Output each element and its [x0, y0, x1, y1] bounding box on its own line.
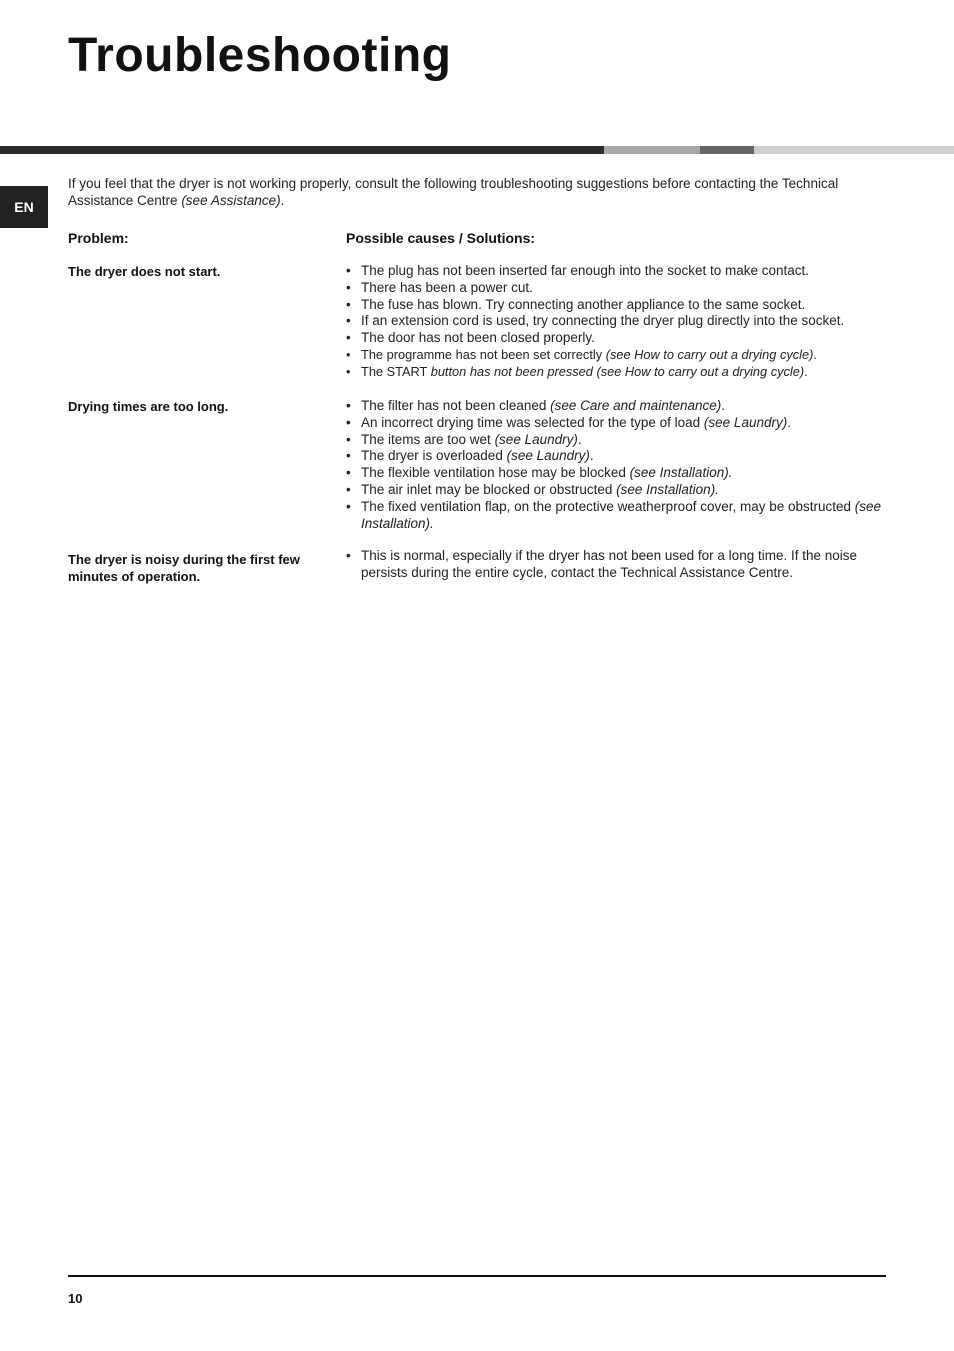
causes-column-header: Possible causes / Solutions: [346, 230, 536, 246]
divider-segment-darkgrey [700, 146, 754, 154]
problem-text: The dryer is noisy during the first few minutes of operation. [68, 552, 300, 584]
causes-list [346, 398, 886, 532]
intro-reference: (see Assistance) [181, 193, 281, 208]
problem-text: The dryer does not start. [68, 264, 221, 279]
cause-item: • There has been a power cut. [346, 280, 886, 297]
cause-item: • The filter has not been cleaned (see Care and maintenance). [346, 398, 886, 415]
cause-item: • The plug has not been inserted far enough into the socket to make contact. [346, 263, 886, 280]
cause-item: • The air inlet may be blocked or obstructed (see Installation). [346, 482, 886, 499]
cause-item: • The dryer is overloaded (see Laundry). [346, 448, 886, 465]
divider-segment-light [754, 146, 954, 154]
problem-text: Drying times are too long. [68, 399, 229, 414]
cause-item: • The programme has not been set correctly (see How to carry out a drying cycle). [346, 347, 886, 364]
page-number: 10 [68, 1291, 83, 1306]
cause-item: • The START button has not been pressed (see How to carry out a drying cycle). [346, 364, 886, 381]
intro-end: . [280, 193, 285, 208]
cause-item: • The fixed ventilation flap, on the protective weatherproof cover, may be obstructed (see Installation). [346, 499, 886, 533]
intro-paragraph [68, 175, 884, 209]
intro-text: If you feel that the dryer is not working properly, consult the following troubleshooting suggestions before contacting the Technical Assistance Centre [68, 176, 839, 208]
causes-list [346, 263, 886, 381]
page-title: Troubleshooting [68, 29, 452, 82]
cause-item: • The flexible ventilation hose may be blocked (see Installation). [346, 465, 886, 482]
cause-item: • An incorrect drying time was selected for the type of load (see Laundry). [346, 415, 886, 432]
cause-item: • The door has not been closed properly. [346, 330, 886, 347]
footer-rule [68, 1275, 886, 1277]
cause-item: • The fuse has blown. Try connecting another appliance to the same socket. [346, 297, 886, 314]
header-divider-bar [0, 146, 954, 154]
divider-segment-dark [0, 146, 604, 154]
cause-item: • If an extension cord is used, try connecting the dryer plug directly into the socket. [346, 313, 886, 330]
cause-item: • The items are too wet (see Laundry). [346, 432, 886, 449]
cause-item: • This is normal, especially if the dryer has not been used for a long time. If the noise persists during the entire cycle, contact the Technical Assistance Centre. [346, 548, 886, 582]
language-tab: EN [0, 186, 48, 228]
causes-list [346, 548, 886, 582]
divider-segment-grey [604, 146, 700, 154]
problem-column-header: Problem: [68, 230, 129, 246]
